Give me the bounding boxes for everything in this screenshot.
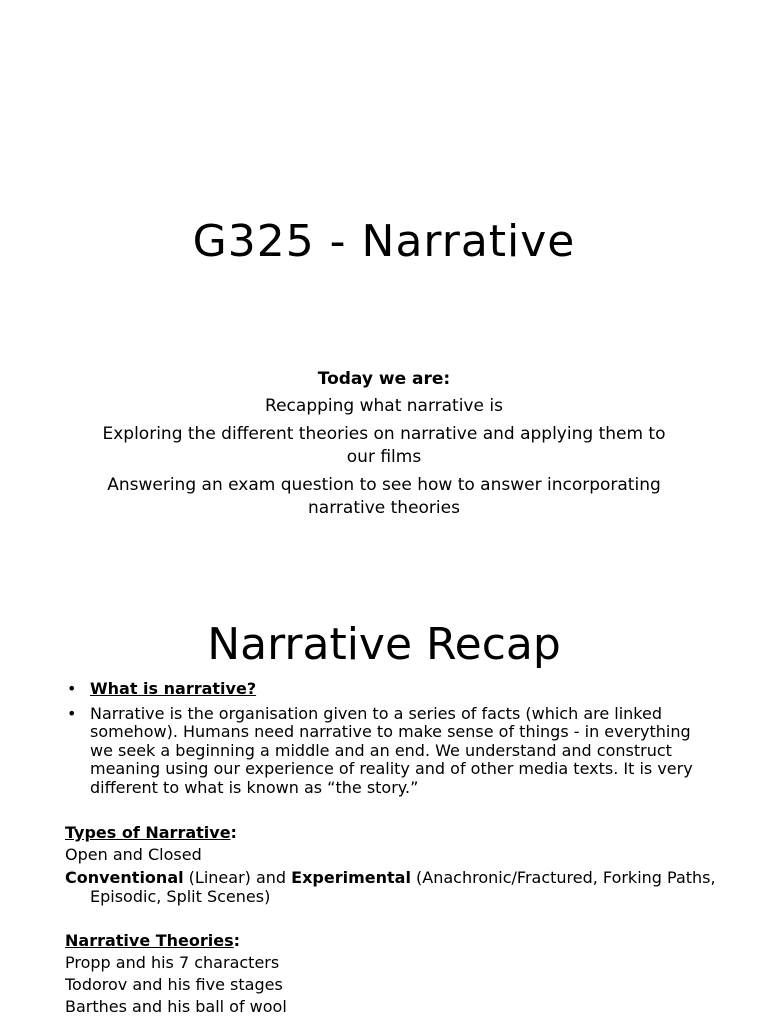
conventional-label: Conventional (65, 868, 184, 887)
list-item: Todorov and his five stages (65, 975, 283, 994)
conventional-detail: (Linear) and (183, 868, 292, 887)
experimental-label: Experimental (291, 868, 411, 887)
agenda-heading: Today we are: (317, 369, 451, 389)
theories-heading: Narrative Theories (65, 931, 234, 950)
recap-title: Narrative Recap (207, 619, 561, 670)
list-item (62, 705, 712, 798)
experimental-detail: (Anachronic/Fractured, Forking Paths, Episodic, Split Scenes) (90, 868, 716, 906)
list-item: Barthes and his ball of wool (65, 997, 287, 1016)
types-heading: Types of Narrative (65, 823, 231, 842)
agenda-item: Recapping what narrative is (265, 396, 503, 416)
agenda-item: Exploring the different theories on narrative and applying them to our films (102, 424, 666, 467)
recap-definition: Narrative is the organisation given to a series of facts (which are linked somehow). Humans need narrative to make sense of things - in everything we seek a beginning a middle and an end. We understand and construct meaning using our experience of reality and of other media texts. It is very different to what is known as “the story.” (90, 703, 693, 797)
theories-section: Narrative Theories: Propp and his 7 characters Todorov and his five stages Barthes and his ball of wool (65, 930, 725, 1018)
types-section: Types of Narrative: Open and Closed Conventional (Linear) and Experimental (Anachronic/Fractured, Forking Paths, Episodic, Split Scenes) (65, 822, 725, 906)
open-closed-line: Open and Closed (65, 845, 202, 864)
list-item: Propp and his 7 characters (65, 953, 280, 972)
agenda-item: Answering an exam question to see how to answer incorporating narrative theories (107, 475, 661, 518)
list-item (62, 680, 712, 699)
recap-question: What is narrative? (90, 679, 257, 698)
slide-title: G325 - Narrative (192, 216, 576, 267)
conventional-experimental-line (65, 869, 725, 906)
recap-bullet-list (62, 680, 712, 803)
agenda (90, 368, 678, 525)
